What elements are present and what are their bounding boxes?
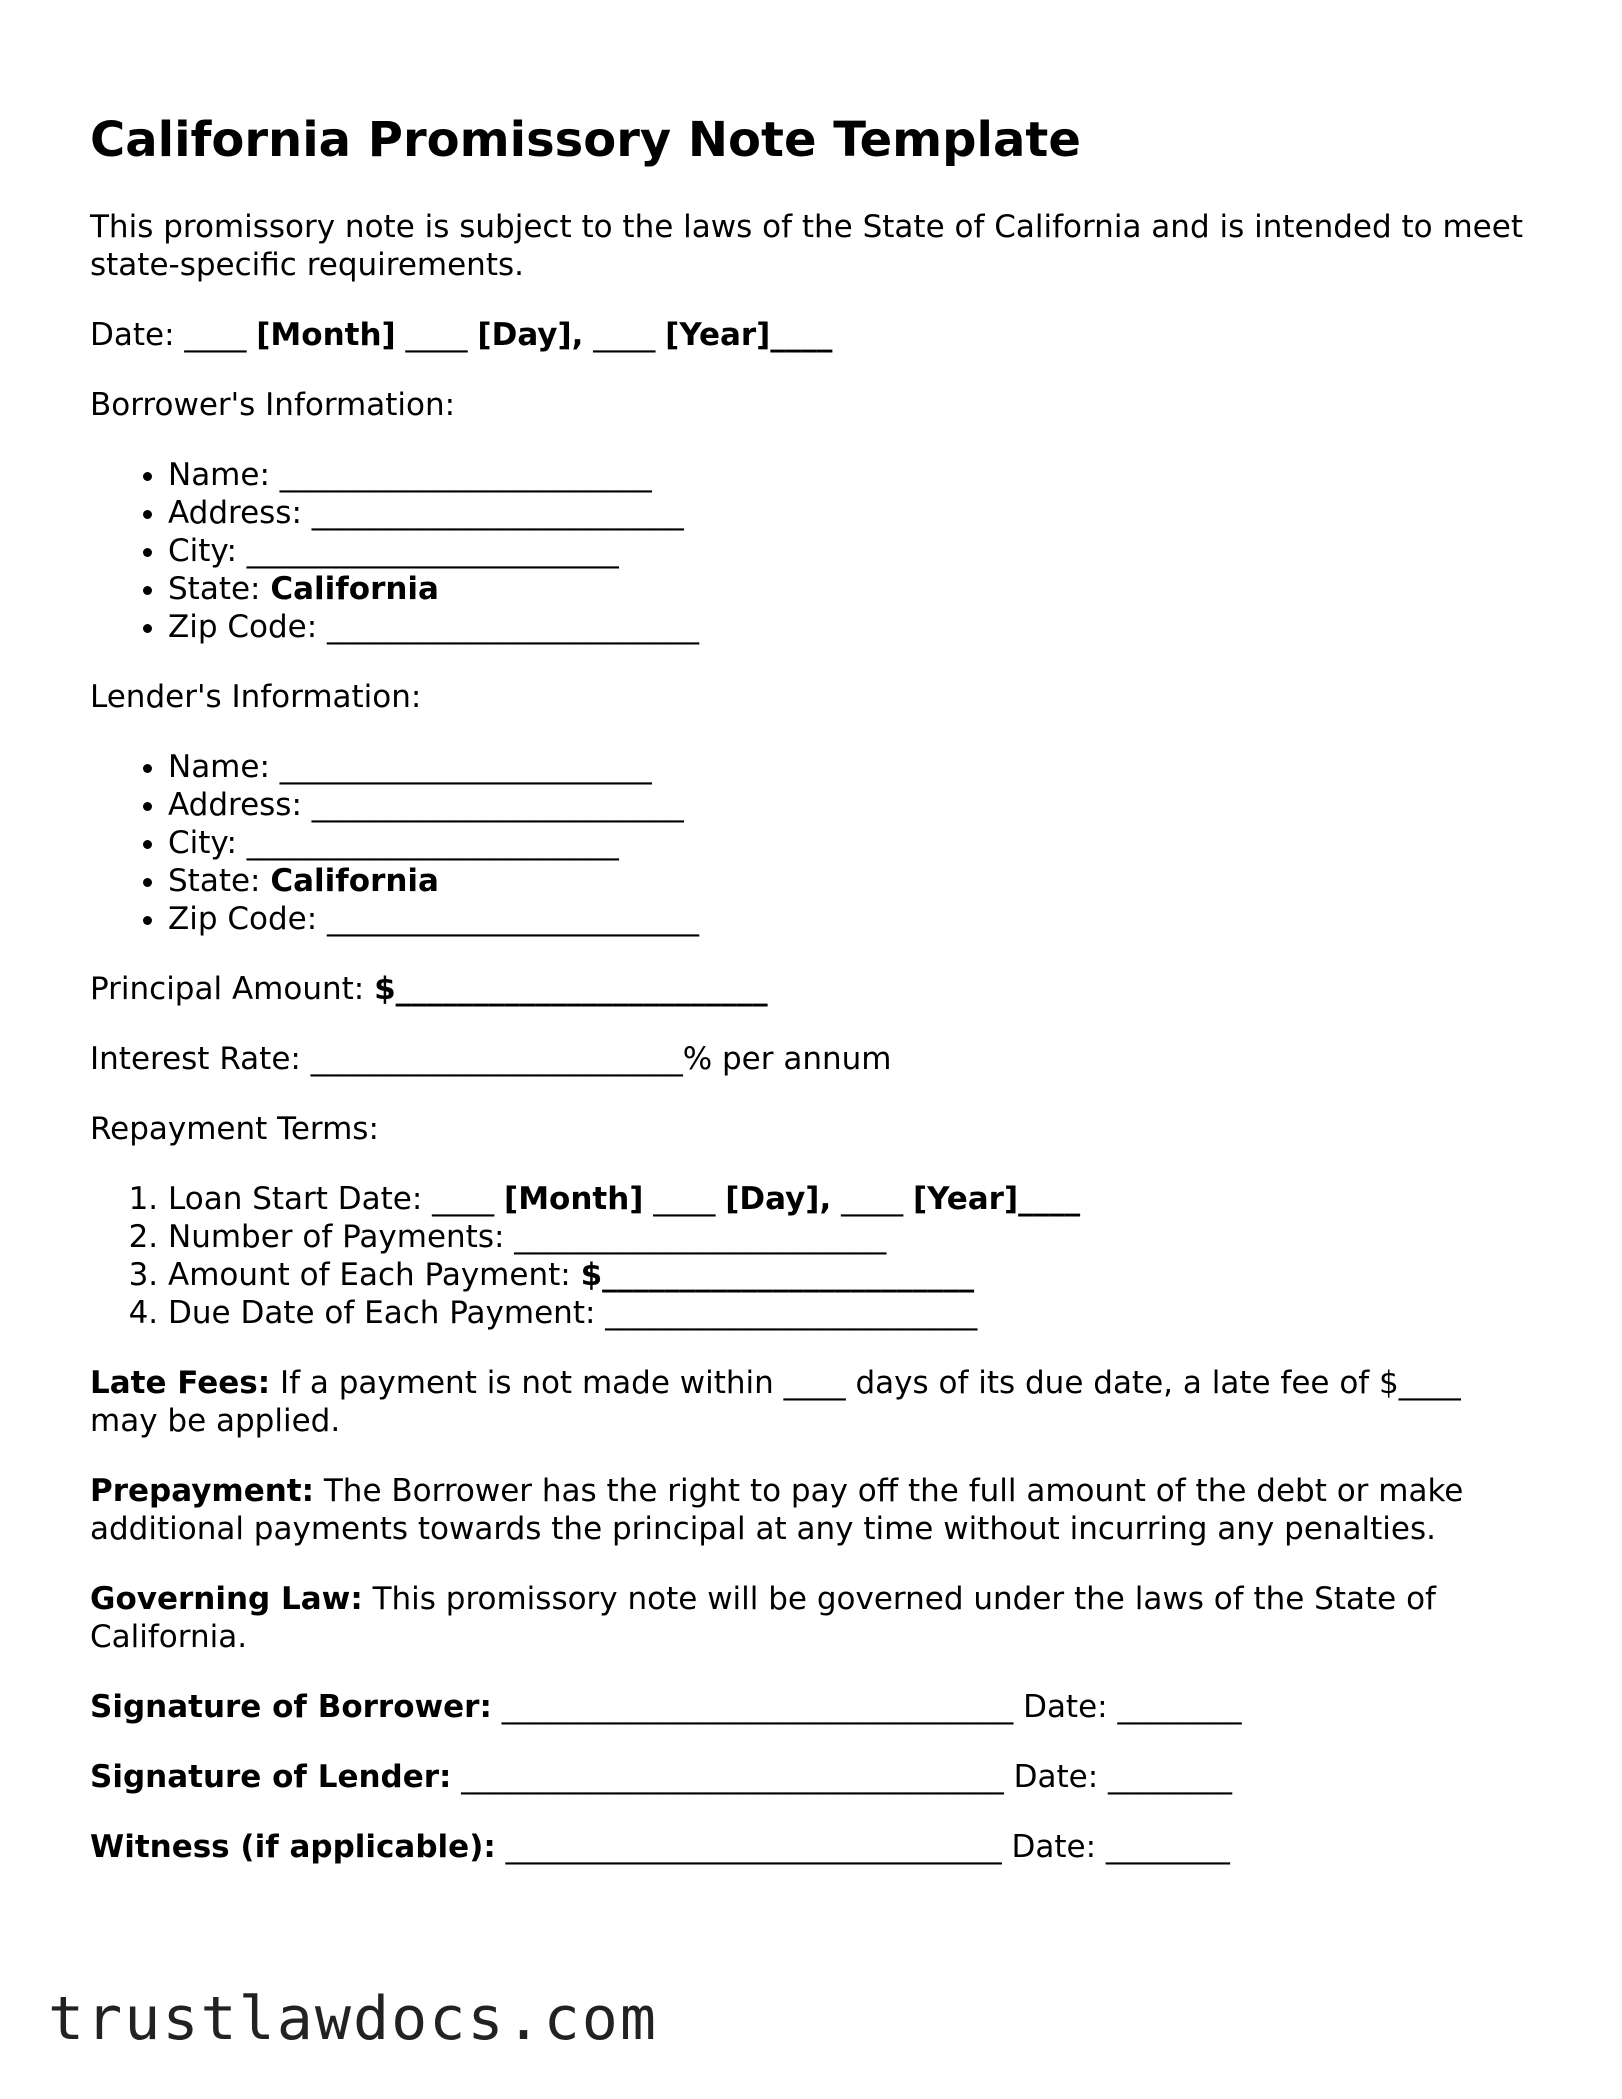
date-tail: ____ (770, 317, 833, 353)
witness-signature-blank: ________________________________ Date: ________ (495, 1829, 1230, 1865)
date-month: [Month] (256, 317, 396, 353)
prepayment-clause (90, 1472, 1530, 1548)
witness-signature-label: Witness (if applicable): (90, 1829, 496, 1865)
lender-heading: Lender's Information: (90, 679, 422, 715)
late-fees-clause (90, 1364, 1530, 1440)
amount-each-value: $________________________ (580, 1257, 975, 1293)
borrower-signature-line (90, 1688, 1530, 1726)
intro-paragraph: This promissory note is subject to the laws of the State of California and is intended to meet state-specific requirements. (90, 209, 1523, 283)
borrower-info-list (90, 456, 1530, 646)
loan-start-day: [Day], (725, 1181, 832, 1217)
borrower-state-value: California (270, 571, 439, 607)
document-page (90, 108, 1530, 1898)
lender-address-field: • Address: ________________________ (168, 786, 1530, 824)
borrower-state-field (168, 570, 1530, 608)
loan-start-month: [Month] (504, 1181, 644, 1217)
lender-signature-blank: ___________________________________ Date: ________ (451, 1759, 1233, 1795)
loan-start-year: [Year] (912, 1181, 1019, 1217)
loan-start-date (168, 1180, 1530, 1218)
lender-state-value: California (270, 863, 439, 899)
date-year: [Year] (665, 317, 771, 353)
late-fees-label: Late Fees: (90, 1365, 271, 1401)
lender-state-field (168, 862, 1530, 900)
number-of-payments: 2. Number of Payments: ________________________ (168, 1218, 1530, 1256)
prepayment-text: The Borrower has the right to pay off the full amount of the debt or make additional payments towards the principal at any time without incurring any penalties. (90, 1473, 1464, 1547)
borrower-address-field: • Address: ________________________ (168, 494, 1530, 532)
lender-city-field: • City: ________________________ (168, 824, 1530, 862)
date-sep2: ____ (583, 317, 666, 353)
governing-law-text: This promissory note will be governed under the laws of the State of California. (90, 1581, 1436, 1655)
loan-start-sep2: ____ (831, 1181, 913, 1217)
interest-rate: Interest Rate: ________________________% per annum (90, 1041, 892, 1077)
date-line (90, 316, 1530, 354)
borrower-name-field: • Name: ________________________ (168, 456, 1530, 494)
prepayment-label: Prepayment: (90, 1473, 315, 1509)
borrower-signature-label: Signature of Borrower: (90, 1689, 492, 1725)
amount-each-label: Amount of Each Payment: (168, 1257, 581, 1293)
page-title: California Promissory Note Template (90, 112, 1081, 168)
lender-signature-label: Signature of Lender: (90, 1759, 452, 1795)
loan-start-sep1: ____ (643, 1181, 726, 1217)
borrower-signature-blank: _________________________________ Date: ________ (491, 1689, 1242, 1725)
amount-each-payment (168, 1256, 1530, 1294)
repayment-heading: Repayment Terms: (90, 1111, 379, 1147)
loan-start-label: Loan Start Date: ____ (168, 1181, 505, 1217)
lender-zip-field: • Zip Code: ________________________ (168, 900, 1530, 938)
repayment-terms-list (90, 1180, 1530, 1332)
borrower-city-field: • City: ________________________ (168, 532, 1530, 570)
lender-state-label: State: (168, 863, 271, 899)
date-day: [Day], (477, 317, 584, 353)
governing-law-clause (90, 1580, 1530, 1656)
borrower-heading: Borrower's Information: (90, 387, 456, 423)
lender-signature-line (90, 1758, 1530, 1796)
due-date-each-payment: 4. Due Date of Each Payment: ________________________ (168, 1294, 1530, 1332)
borrower-zip-field: • Zip Code: ________________________ (168, 608, 1530, 646)
date-label: Date: ____ (90, 317, 257, 353)
lender-info-list (90, 748, 1530, 938)
borrower-state-label: State: (168, 571, 271, 607)
loan-start-tail: ____ (1018, 1181, 1081, 1217)
late-fees-text: If a payment is not made within ____ days of its due date, a late fee of $____ may be applied. (90, 1365, 1461, 1439)
lender-name-field: • Name: ________________________ (168, 748, 1530, 786)
governing-law-label: Governing Law: (90, 1581, 363, 1617)
principal-label: Principal Amount: (90, 971, 375, 1007)
site-watermark: trustlawdocs.com (48, 1984, 658, 2054)
date-sep1: ____ (395, 317, 478, 353)
principal-value: $________________________ (374, 971, 768, 1007)
principal-amount (90, 970, 1530, 1008)
witness-signature-line (90, 1828, 1530, 1866)
